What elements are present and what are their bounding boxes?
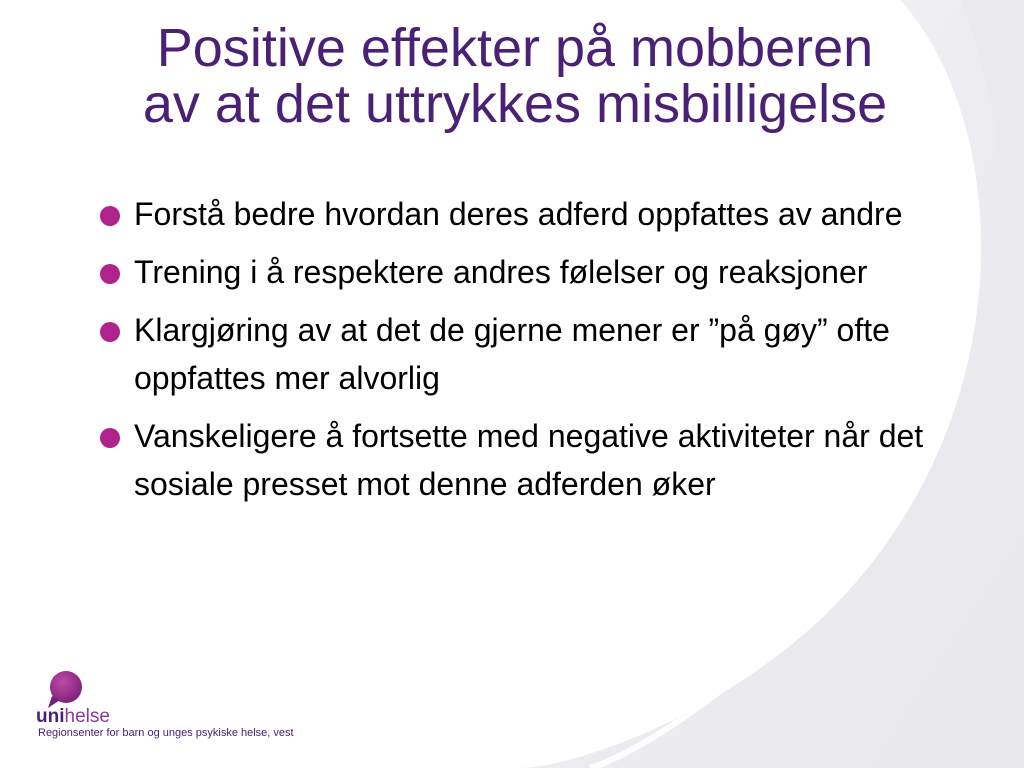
logo-brand-helse: helse [64, 706, 110, 727]
speech-bubble-logo-icon [44, 670, 84, 710]
slide-title-line-2: av at det uttrykkes misbilligelse [142, 74, 888, 134]
bullet-text: Trening i å respektere andres følelser og reaksjoner [134, 254, 868, 290]
bullet-text: Forstå bedre hvordan deres adferd oppfattes av andre [134, 196, 903, 232]
bullet-text: Vanskeligere å fortsette med negative aktiviteter når det sosiale presset mot denne adferden øker [134, 418, 924, 502]
bullet-item [96, 248, 926, 296]
logo-brand [36, 706, 110, 728]
slide-title-line-1: Positive effekter på mobberen [156, 18, 874, 78]
bullet-dot-icon [100, 428, 120, 448]
bullet-list [96, 190, 926, 518]
bullet-item [96, 190, 926, 238]
unihelse-logo [36, 670, 346, 746]
bullet-dot-icon [100, 264, 120, 284]
logo-tagline: Regionsenter for barn og unges psykiske helse, vest [38, 727, 294, 739]
bullet-item [96, 306, 926, 402]
logo-brand-uni: uni [36, 706, 65, 727]
slide-title [20, 20, 1010, 132]
bullet-item [96, 412, 926, 508]
bullet-dot-icon [100, 206, 120, 226]
bullet-dot-icon [100, 322, 120, 342]
bullet-text: Klargjøring av at det de gjerne mener er ”på gøy” ofte oppfattes mer alvorlig [134, 312, 890, 396]
